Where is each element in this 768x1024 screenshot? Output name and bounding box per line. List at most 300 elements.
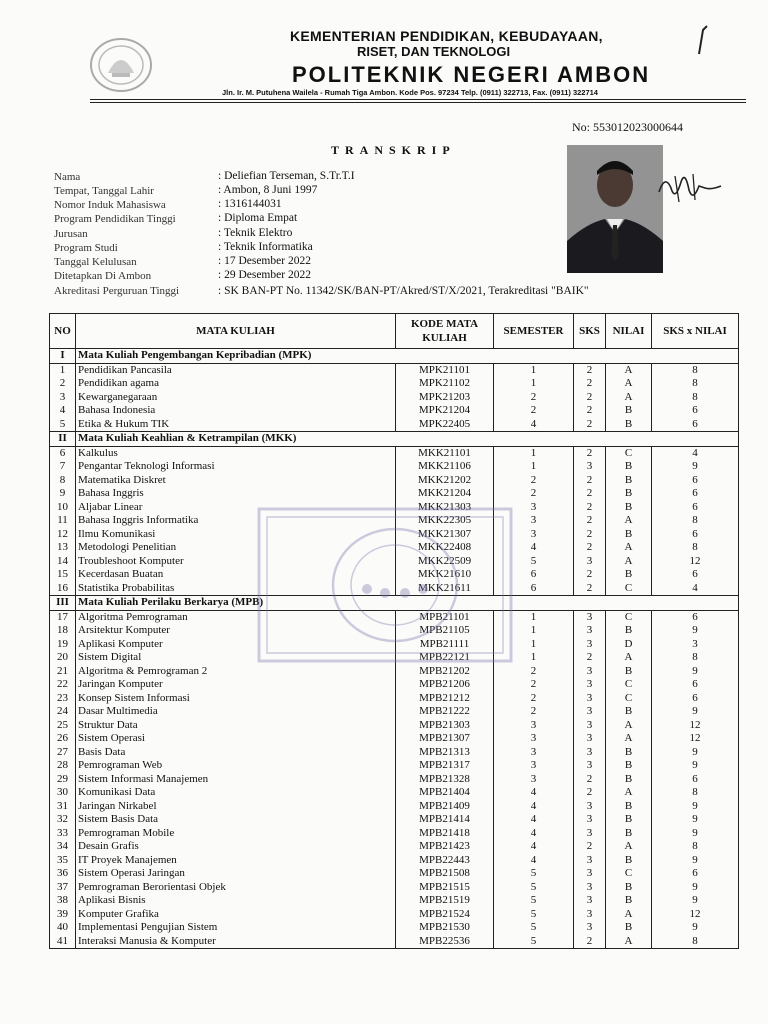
page-title: TRANSKRIP [331, 143, 456, 157]
credits: 2 [574, 363, 606, 377]
credits: 2 [574, 418, 606, 432]
semester: 3 [494, 719, 574, 733]
credits: 2 [574, 651, 606, 665]
course-code: MPB21222 [396, 705, 494, 719]
row-number: 6 [50, 446, 76, 460]
credits: 3 [574, 665, 606, 679]
row-number: 37 [50, 881, 76, 895]
row-number: 25 [50, 719, 76, 733]
course-code: MPB22536 [396, 935, 494, 949]
semester: 4 [494, 840, 574, 854]
course-name: Statistika Probabilitas [76, 582, 396, 596]
row-number: 35 [50, 854, 76, 868]
course-code: MPB21313 [396, 746, 494, 760]
course-code: MKK21101 [396, 446, 494, 460]
grade: A [606, 935, 652, 949]
course-name: Bahasa Inggris [76, 487, 396, 501]
info-label-name: Nama [54, 171, 81, 183]
weighted-score: 8 [652, 391, 739, 405]
course-name: Metodologi Penelitian [76, 541, 396, 555]
semester: 4 [494, 418, 574, 432]
row-number: 27 [50, 746, 76, 760]
info-label-birth: Tempat, Tanggal Lahir [54, 185, 154, 197]
row-number: 22 [50, 678, 76, 692]
weighted-score: 12 [652, 732, 739, 746]
column-header-grade: NILAI [606, 314, 652, 349]
grade: C [606, 867, 652, 881]
row-number: 41 [50, 935, 76, 949]
semester: 4 [494, 786, 574, 800]
credits: 3 [574, 881, 606, 895]
credits: 2 [574, 568, 606, 582]
course-code: MPK21102 [396, 377, 494, 391]
course-code: MKK21307 [396, 528, 494, 542]
credits: 2 [574, 501, 606, 515]
course-name: Troubleshoot Komputer [76, 555, 396, 569]
weighted-score: 8 [652, 840, 739, 854]
grade: B [606, 528, 652, 542]
semester: 4 [494, 541, 574, 555]
credits: 3 [574, 692, 606, 706]
section-number: III [50, 596, 76, 611]
credits: 2 [574, 840, 606, 854]
row-number: 15 [50, 568, 76, 582]
weighted-score: 9 [652, 894, 739, 908]
table-row [50, 404, 739, 418]
semester: 1 [494, 460, 574, 474]
row-number: 18 [50, 624, 76, 638]
course-name: Aljabar Linear [76, 501, 396, 515]
course-code: MKK21202 [396, 474, 494, 488]
grade: B [606, 705, 652, 719]
table-row [50, 759, 739, 773]
weighted-score: 6 [652, 474, 739, 488]
credits: 3 [574, 719, 606, 733]
row-number: 32 [50, 813, 76, 827]
semester: 3 [494, 514, 574, 528]
grade: B [606, 624, 652, 638]
course-name: Sistem Informasi Manajemen [76, 773, 396, 787]
row-number: 14 [50, 555, 76, 569]
weighted-score: 9 [652, 665, 739, 679]
grade: C [606, 582, 652, 596]
grade: B [606, 487, 652, 501]
course-code: MKK22509 [396, 555, 494, 569]
grade: B [606, 460, 652, 474]
semester: 3 [494, 773, 574, 787]
table-row [50, 840, 739, 854]
grade: B [606, 921, 652, 935]
info-label-department: Jurusan [54, 228, 88, 240]
column-header-code: KODE MATA KULIAH [396, 314, 494, 349]
info-value-issued: : 29 Desember 2022 [218, 269, 311, 281]
course-code: MKK22305 [396, 514, 494, 528]
grade: A [606, 555, 652, 569]
column-header-no: NO [50, 314, 76, 349]
course-name: Sistem Operasi [76, 732, 396, 746]
grade: A [606, 514, 652, 528]
credits: 2 [574, 404, 606, 418]
course-name: Dasar Multimedia [76, 705, 396, 719]
row-number: 23 [50, 692, 76, 706]
table-row [50, 692, 739, 706]
row-number: 30 [50, 786, 76, 800]
section-title: Mata Kuliah Pengembangan Kepribadian (MPK) [76, 349, 739, 364]
credits: 2 [574, 935, 606, 949]
row-number: 11 [50, 514, 76, 528]
course-name: Kalkulus [76, 446, 396, 460]
row-number: 21 [50, 665, 76, 679]
semester: 5 [494, 555, 574, 569]
table-row [50, 418, 739, 432]
row-number: 24 [50, 705, 76, 719]
weighted-score: 9 [652, 881, 739, 895]
semester: 2 [494, 692, 574, 706]
weighted-score: 8 [652, 377, 739, 391]
credits: 3 [574, 827, 606, 841]
course-code: MKK21610 [396, 568, 494, 582]
weighted-score: 6 [652, 404, 739, 418]
table-row [50, 786, 739, 800]
weighted-score: 9 [652, 746, 739, 760]
course-name: Pendidikan Pancasila [76, 363, 396, 377]
grade: A [606, 786, 652, 800]
course-code: MPB21508 [396, 867, 494, 881]
semester: 1 [494, 446, 574, 460]
ministry-name-line1: KEMENTERIAN PENDIDIKAN, KEBUDAYAAN, [290, 28, 603, 44]
credits: 3 [574, 759, 606, 773]
credits: 3 [574, 746, 606, 760]
credits: 2 [574, 487, 606, 501]
column-header-semester: SEMESTER [494, 314, 574, 349]
weighted-score: 6 [652, 528, 739, 542]
course-code: MPB21524 [396, 908, 494, 922]
grade: A [606, 651, 652, 665]
credits: 3 [574, 624, 606, 638]
weighted-score: 4 [652, 582, 739, 596]
course-code: MPB21202 [396, 665, 494, 679]
weighted-score: 8 [652, 541, 739, 555]
course-name: Komputer Grafika [76, 908, 396, 922]
table-row [50, 800, 739, 814]
semester: 1 [494, 638, 574, 652]
row-number: 4 [50, 404, 76, 418]
table-row [50, 705, 739, 719]
credits: 2 [574, 773, 606, 787]
header-divider [90, 99, 746, 100]
course-name: Pemrograman Mobile [76, 827, 396, 841]
table-row [50, 460, 739, 474]
credits: 2 [574, 541, 606, 555]
course-name: Pemrograman Berorientasi Objek [76, 881, 396, 895]
weighted-score: 12 [652, 555, 739, 569]
course-name: Konsep Sistem Informasi [76, 692, 396, 706]
weighted-score: 6 [652, 610, 739, 624]
semester: 5 [494, 921, 574, 935]
course-code: MKK21106 [396, 460, 494, 474]
weighted-score: 9 [652, 827, 739, 841]
row-number: 17 [50, 610, 76, 624]
row-number: 19 [50, 638, 76, 652]
course-code: MKK21303 [396, 501, 494, 515]
weighted-score: 4 [652, 446, 739, 460]
table-row [50, 487, 739, 501]
row-number: 29 [50, 773, 76, 787]
course-name: Pengantar Teknologi Informasi [76, 460, 396, 474]
weighted-score: 6 [652, 487, 739, 501]
weighted-score: 6 [652, 867, 739, 881]
semester: 4 [494, 800, 574, 814]
info-value-accreditation: : SK BAN-PT No. 11342/SK/BAN-PT/Akred/ST/X/2021, Terakreditasi "BAIK" [218, 285, 589, 297]
credits: 3 [574, 894, 606, 908]
table-row [50, 474, 739, 488]
grade: B [606, 894, 652, 908]
course-code: MPK22405 [396, 418, 494, 432]
course-name: Implementasi Pengujian Sistem [76, 921, 396, 935]
row-number: 16 [50, 582, 76, 596]
row-number: 3 [50, 391, 76, 405]
table-row [50, 773, 739, 787]
weighted-score: 8 [652, 786, 739, 800]
credits: 2 [574, 446, 606, 460]
course-code: MPB21212 [396, 692, 494, 706]
course-code: MPB21328 [396, 773, 494, 787]
row-number: 10 [50, 501, 76, 515]
grade: B [606, 813, 652, 827]
table-row [50, 813, 739, 827]
table-header-row [50, 314, 739, 349]
course-name: Pendidikan agama [76, 377, 396, 391]
semester: 5 [494, 935, 574, 949]
grade: A [606, 840, 652, 854]
info-label-student-id: Nomor Induk Mahasiswa [54, 199, 166, 211]
semester: 6 [494, 582, 574, 596]
credits: 2 [574, 474, 606, 488]
row-number: 9 [50, 487, 76, 501]
table-row [50, 935, 739, 949]
semester: 1 [494, 610, 574, 624]
student-photo-icon [567, 145, 663, 273]
section-number: I [50, 349, 76, 364]
weighted-score: 3 [652, 638, 739, 652]
course-code: MPB22443 [396, 854, 494, 868]
weighted-score: 8 [652, 651, 739, 665]
row-number: 20 [50, 651, 76, 665]
grade: D [606, 638, 652, 652]
weighted-score: 8 [652, 514, 739, 528]
grade: C [606, 678, 652, 692]
info-value-program-level: : Diploma Empat [218, 212, 298, 224]
course-code: MPB21404 [396, 786, 494, 800]
table-row [50, 678, 739, 692]
course-name: Etika & Hukum TIK [76, 418, 396, 432]
weighted-score: 12 [652, 908, 739, 922]
course-name: Aplikasi Bisnis [76, 894, 396, 908]
semester: 1 [494, 624, 574, 638]
row-number: 5 [50, 418, 76, 432]
course-code: MPB22121 [396, 651, 494, 665]
info-value-birth: : Ambon, 8 Juni 1997 [218, 184, 318, 196]
info-value-study-program: : Teknik Informatika [218, 241, 313, 253]
course-name: Kecerdasan Buatan [76, 568, 396, 582]
course-code: MPB21423 [396, 840, 494, 854]
row-number: 34 [50, 840, 76, 854]
weighted-score: 6 [652, 692, 739, 706]
course-name: Pemrograman Web [76, 759, 396, 773]
credits: 3 [574, 678, 606, 692]
info-value-student-id: : 1316144031 [218, 198, 282, 210]
weighted-score: 9 [652, 921, 739, 935]
grade: A [606, 541, 652, 555]
grade: C [606, 446, 652, 460]
course-code: MPB21515 [396, 881, 494, 895]
semester: 5 [494, 881, 574, 895]
grade: B [606, 773, 652, 787]
section-title: Mata Kuliah Perilaku Berkarya (MPB) [76, 596, 739, 611]
credits: 2 [574, 391, 606, 405]
table-row [50, 894, 739, 908]
semester: 3 [494, 501, 574, 515]
column-header-sks-x-grade: SKS x NILAI [652, 314, 739, 349]
section-row [50, 349, 739, 364]
info-value-department: : Teknik Elektro [218, 227, 293, 239]
table-row [50, 377, 739, 391]
grade: A [606, 377, 652, 391]
course-name: Jaringan Nirkabel [76, 800, 396, 814]
weighted-score: 6 [652, 773, 739, 787]
column-header-course: MATA KULIAH [76, 314, 396, 349]
grade: A [606, 908, 652, 922]
credits: 2 [574, 786, 606, 800]
weighted-score: 9 [652, 759, 739, 773]
grade: C [606, 610, 652, 624]
credits: 3 [574, 732, 606, 746]
credits: 3 [574, 908, 606, 922]
row-number: 26 [50, 732, 76, 746]
course-name: Arsitektur Komputer [76, 624, 396, 638]
course-code: MPK21101 [396, 363, 494, 377]
course-code: MPB21206 [396, 678, 494, 692]
row-number: 39 [50, 908, 76, 922]
course-code: MPB21303 [396, 719, 494, 733]
weighted-score: 9 [652, 813, 739, 827]
course-name: Algoritma Pemrograman [76, 610, 396, 624]
semester: 6 [494, 568, 574, 582]
grade: B [606, 746, 652, 760]
grade: B [606, 759, 652, 773]
course-name: Basis Data [76, 746, 396, 760]
section-row [50, 432, 739, 447]
semester: 3 [494, 732, 574, 746]
weighted-score: 12 [652, 719, 739, 733]
semester: 4 [494, 827, 574, 841]
course-code: MPB21317 [396, 759, 494, 773]
grade: B [606, 854, 652, 868]
course-code: MPK21204 [396, 404, 494, 418]
row-number: 28 [50, 759, 76, 773]
grade: B [606, 665, 652, 679]
table-row [50, 867, 739, 881]
weighted-score: 6 [652, 678, 739, 692]
table-row [50, 921, 739, 935]
semester: 2 [494, 705, 574, 719]
course-name: Struktur Data [76, 719, 396, 733]
semester: 1 [494, 651, 574, 665]
table-row [50, 665, 739, 679]
course-name: Algoritma & Pemrograman 2 [76, 665, 396, 679]
semester: 2 [494, 391, 574, 405]
table-row [50, 746, 739, 760]
credits: 2 [574, 514, 606, 528]
grade: B [606, 404, 652, 418]
grade: C [606, 692, 652, 706]
table-row [50, 732, 739, 746]
row-number: 38 [50, 894, 76, 908]
course-name: Kewarganegaraan [76, 391, 396, 405]
grade: A [606, 391, 652, 405]
row-number: 36 [50, 867, 76, 881]
weighted-score: 8 [652, 935, 739, 949]
table-row [50, 854, 739, 868]
course-name: Matematika Diskret [76, 474, 396, 488]
credits: 3 [574, 854, 606, 868]
ministry-name-line2: RISET, DAN TEKNOLOGI [357, 44, 511, 59]
credits: 3 [574, 800, 606, 814]
semester: 5 [494, 867, 574, 881]
institution-address: Jln. Ir. M. Putuhena Wailela - Rumah Tiga Ambon. Kode Pos. 97234 Telp. (0911) 322713, Fax. (0911) 322714 [222, 88, 598, 97]
course-code: MPB21530 [396, 921, 494, 935]
semester: 2 [494, 665, 574, 679]
info-label-program-level: Program Pendidikan Tinggi [54, 213, 176, 225]
semester: 3 [494, 528, 574, 542]
weighted-score: 8 [652, 363, 739, 377]
table-row [50, 363, 739, 377]
info-value-graduation-date: : 17 Desember 2022 [218, 255, 311, 267]
semester: 2 [494, 474, 574, 488]
course-name: Jaringan Komputer [76, 678, 396, 692]
grade: B [606, 418, 652, 432]
row-number: 13 [50, 541, 76, 555]
semester: 1 [494, 377, 574, 391]
weighted-score: 9 [652, 624, 739, 638]
table-row [50, 827, 739, 841]
institution-name: POLITEKNIK NEGERI AMBON [292, 62, 651, 87]
weighted-score: 6 [652, 418, 739, 432]
credits: 3 [574, 867, 606, 881]
weighted-score: 9 [652, 705, 739, 719]
semester: 3 [494, 759, 574, 773]
course-code: MKK22408 [396, 541, 494, 555]
info-label-accreditation: Akreditasi Perguruan Tinggi [54, 285, 180, 297]
row-number: 40 [50, 921, 76, 935]
institution-logo-icon [88, 35, 154, 95]
weighted-score: 9 [652, 854, 739, 868]
credits: 3 [574, 705, 606, 719]
table-row [50, 719, 739, 733]
grade: A [606, 732, 652, 746]
grade: B [606, 827, 652, 841]
section-title: Mata Kuliah Keahlian & Ketrampilan (MKK) [76, 432, 739, 447]
header-divider-thin [90, 102, 746, 103]
official-stamp-icon [255, 505, 515, 665]
course-name: Interaksi Manusia & Komputer [76, 935, 396, 949]
course-name: Desain Grafis [76, 840, 396, 854]
course-code: MPB21414 [396, 813, 494, 827]
row-number: 12 [50, 528, 76, 542]
row-number: 31 [50, 800, 76, 814]
credits: 3 [574, 638, 606, 652]
course-name: IT Proyek Manajemen [76, 854, 396, 868]
